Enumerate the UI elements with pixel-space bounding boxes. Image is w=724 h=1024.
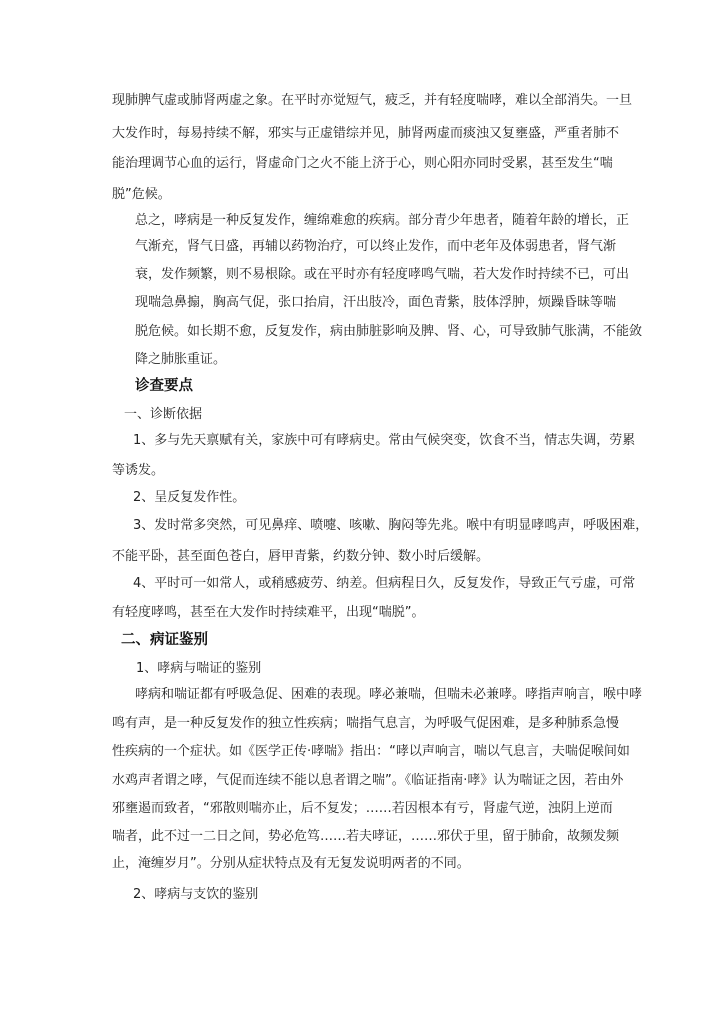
subheading-differentiation: 二、病证鉴别	[121, 632, 208, 648]
subheading-diagnosis: 一、诊断依据	[124, 407, 203, 422]
text-line-6: 气渐充，肾气日盛，再辅以药物治疗，可以终止发作，而中老年及体弱患者，肾气渐	[135, 239, 617, 254]
text-line-10: 降之肺胀重证。	[135, 352, 227, 367]
text-line-27: 喘者，此不过一二日之间，势必危笃……若夫哮证，……邪伏于里，留于肺俞，故频发频	[112, 829, 620, 844]
text-line-2: 大发作时，每易持续不解，邪实与正虚错综并见，肺肾两虚而痰浊又复壅盛，严重者肺不	[112, 126, 620, 141]
text-line-22: 哮病和喘证都有呼吸急促、困难的表现。哮必兼喘，但喘未必兼哮。哮指声响言，喉中哮	[135, 687, 643, 702]
text-line-28: 止，淹缠岁月”。分别从症状特点及有无复发说明两者的不同。	[112, 856, 470, 871]
text-line-18: 4、平时可一如常人，或稍感疲劳、纳差。但病程日久，反复发作，导致正气亏虚，可常	[133, 576, 636, 591]
text-line-23: 鸣有声，是一种反复发作的独立性疾病；喘指气息言，为呼吸气促困难，是多种肺系急慢	[112, 716, 620, 731]
subheading-asthma-vs-fluid: 2、哮病与支饮的鉴别	[133, 887, 259, 902]
section-heading: 诊查要点	[135, 378, 193, 394]
text-line-25: 水鸡声者谓之哮，气促而连续不能以息者谓之喘”。《临证指南·哮》认为喘证之因，若由外	[112, 773, 624, 788]
text-line-24: 性疾病的一个症状。如《医学正传·哮喘》指出：“哮以声响言，喘以气息言，夫喘促喉间如	[112, 744, 630, 759]
text-line-4: 脱”危候。	[112, 187, 171, 202]
text-line-26: 邪壅遏而致者，“邪散则喘亦止，后不复发；……若因根本有亏，肾虚气逆，浊阴上逆而	[112, 801, 613, 816]
text-line-13: 1、多与先天禀赋有关，家族中可有哮病史。常由气候突变，饮食不当，情志失调，劳累	[133, 433, 636, 448]
text-line-8: 现喘急鼻搧，胸高气促，张口抬肩，汗出肢冷，面色青紫，肢体浮肿，烦躁昏昧等喘	[135, 295, 617, 310]
text-line-14: 等诱发。	[112, 463, 165, 478]
subheading-asthma-vs-dyspnea: 1、哮病与喘证的鉴别	[136, 661, 262, 676]
text-line-5: 总之，哮病是一种反复发作，缠绵难愈的疾病。部分青少年患者，随着年龄的增长，正	[135, 213, 630, 228]
text-line-7: 衰，发作频繁，则不易根除。或在平时亦有轻度哮鸣气喘，若大发作时持续不已，可出	[135, 267, 630, 282]
text-line-17: 不能平卧，甚至面色苍白，唇甲青紫，约数分钟、数小时后缓解。	[112, 549, 490, 564]
text-line-16: 3、发时常多突然，可见鼻痒、喷嚏、咳嗽、胸闷等先兆。喉中有明显哮鸣声，呼吸困难，	[133, 518, 649, 533]
text-line-3: 能治理调节心血的运行，肾虚命门之火不能上济于心，则心阳亦同时受累，甚至发生“喘	[112, 156, 613, 171]
text-line-9: 脱危候。如长期不愈，反复发作，病由肺脏影响及脾、肾、心，可导致肺气胀满，不能敛	[135, 324, 643, 339]
text-line-15: 2、呈反复发作性。	[133, 490, 246, 505]
text-line-1: 现肺脾气虚或肺肾两虚之象。在平时亦觉短气，疲乏，并有轻度喘哮，难以全部消失。一旦	[112, 93, 633, 108]
text-line-19: 有轻度哮鸣，甚至在大发作时持续难平，出现“喘脱”。	[112, 605, 425, 620]
